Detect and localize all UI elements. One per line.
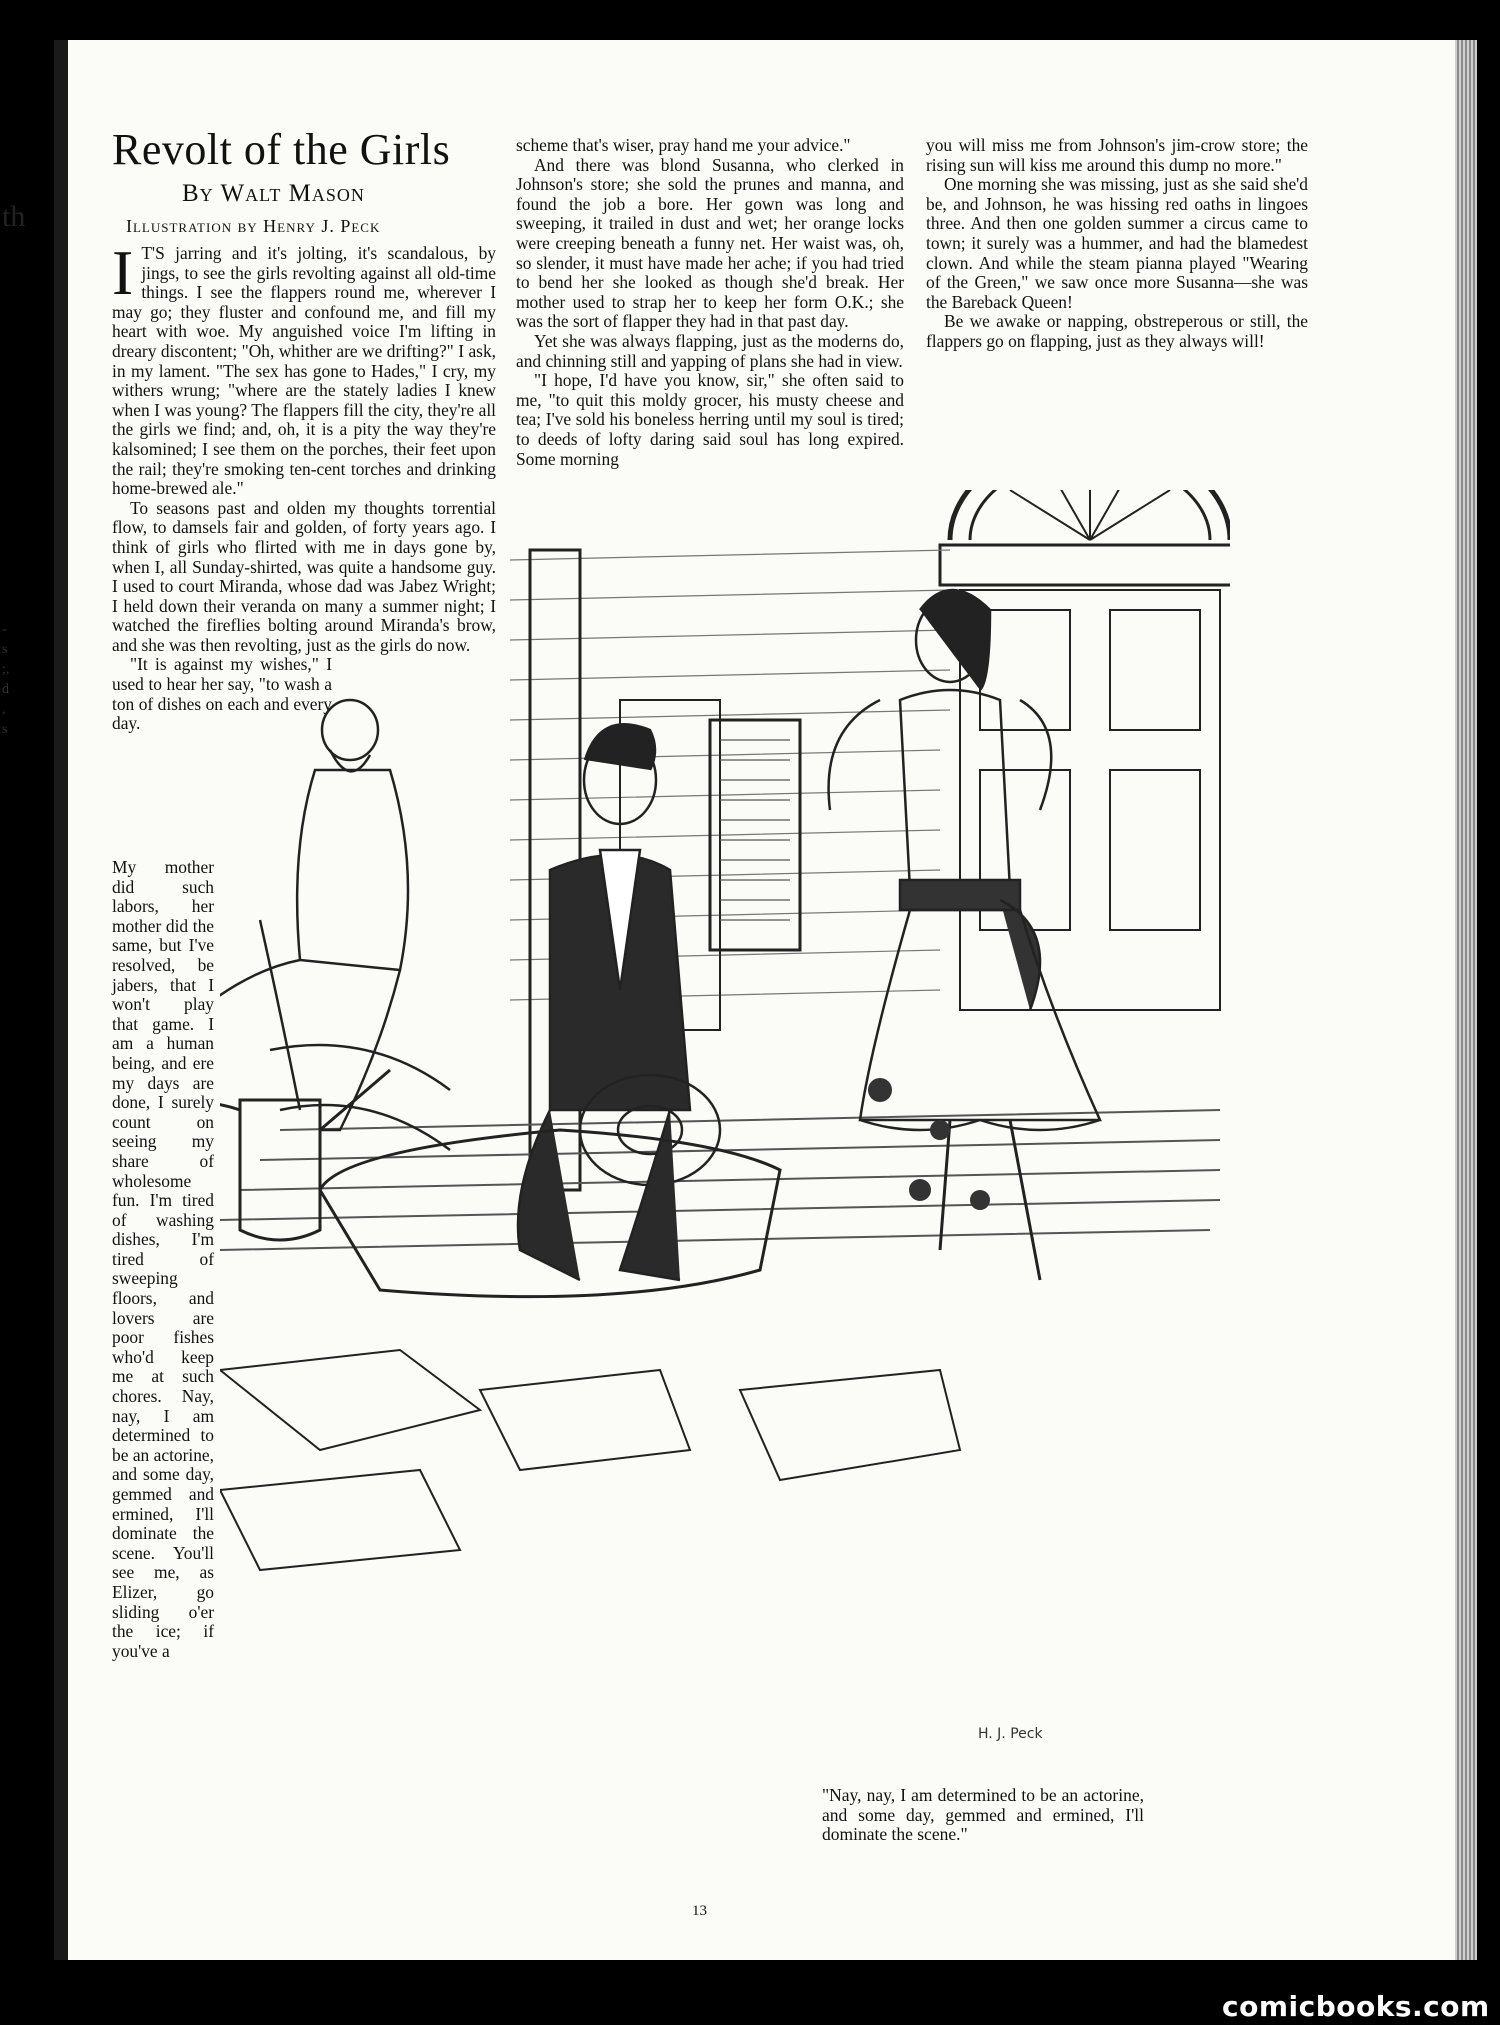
paragraph-3-start: "It is against my wishes," I used to hear her say, "to wash a ton of dishes on each and every day.: [112, 654, 332, 734]
old-man-figure: [220, 700, 450, 1150]
paragraph-circus: One morning she was missing, just as she said she'd be, and Johnson, he was hissing red oaths in lingoes three. And then one golden summer a circus came to town; it surely was a hummer, and had the blamedest clown. And while the steam pianna played "Wearing of the Green," we saw once more Susanna—she was the Bareback Queen!: [926, 174, 1308, 312]
article-byline: By Walt Mason: [182, 180, 365, 207]
text-column-2: [516, 136, 904, 469]
fanlight-doorway: [940, 490, 1230, 1010]
paragraph-susanna: And there was blond Susanna, who clerked in Johnson's store; she sold the prunes and manna, and found the job a bore. Her gown was long and sweeping, it trailed in dust and wet; her orange locks were creeping beneath a funny net. Her waist was, oh, so slender, it must have made her ache; if you had tried to bend her she looked as though she'd break. Her mother used to strap her to keep her form O.K.; she was the sort of flapper they had in that past day.: [516, 154, 904, 332]
illustration: [220, 490, 1230, 1780]
illustration-caption: "Nay, nay, I am determined to be an actorine, and some day, gemmed and ermined, I'll dominate the scene.": [822, 1785, 1144, 1844]
paragraph-flapping: Yet she was always flapping, just as the moderns do, and chinning still and yapping of plans she had in view.: [516, 330, 904, 371]
watering-can: [220, 1070, 390, 1240]
text-column-1-narrow: [112, 858, 214, 1661]
paragraph-continuation-3: you will miss me from Johnson's jim-crow store; the rising sun will kiss me around this dump no more.": [926, 135, 1308, 175]
page-edges: [1455, 40, 1477, 1960]
paragraph-grocer: "I hope, I'd have you know, sir," she often said to me, "to quit this moldy grocer, his musty cheese and tea; I've sold his boneless herring until my soul is tired; to deeds of lofty daring said soul has long expired. Some morning: [516, 370, 904, 469]
garden-flowers: [868, 1078, 990, 1210]
page-gutter: [54, 40, 68, 1960]
paragraph-continuation: scheme that's wiser, pray hand me your advice.": [516, 135, 851, 155]
paragraph-2: To seasons past and olden my thoughts torrential flow, to damsels fair and golden, of forty years ago. I think of girls who flirted with me in days gone by, when I, all Sunday-shirted, was quite a handsome guy. I used to court Miranda, whose dad was Jabez Wright; I held down their veranda on many a summer night; I watched the fireflies bolting around Miranda's brow, and she was then revolting, just as the girls do now.: [112, 497, 496, 655]
paragraph-ending: Be we awake or napping, obstreperous or still, the flappers go on flapping, just as they always will!: [926, 311, 1308, 351]
stone-step: [220, 1130, 960, 1570]
previous-page-fragment: th: [2, 200, 26, 233]
site-watermark: comicbooks.com: [1222, 1990, 1490, 2023]
illustration-credit: Illustration by Henry J. Peck: [126, 216, 381, 236]
text-column-3: [926, 136, 1308, 352]
drop-cap: I: [112, 237, 134, 308]
article-title: Revolt of the Girls: [112, 125, 451, 174]
page-number: 13: [692, 1903, 707, 1919]
paragraph-1: I T'S jarring and it's jolting, it's scandalous, by jings, to see the girls revolting against all old-time things. I see the flappers round me, wherever I may go; they fluster and confound me, and fill my heart with woe. My anguished voice I'm lifting in dreary discontent; "Oh, whither are we drifting?" I ask, in my lament. "The sex has gone to Hades," I cry, my withers wrung; "where are the stately ladies I knew when I was young? The flappers fill the city, they're all the girls we find; and, oh, it is a pity the way they're kalsomined; I see them on the porches, their feet upon the rail; they're smoking ten-cent torches and drinking home-brewed ale.": [112, 237, 496, 499]
artist-signature: H. J. Peck: [978, 1726, 1043, 1742]
previous-page-marks: - s ;, d , s: [2, 622, 10, 737]
paragraph-3-continued: My mother did such labors, her mother did the same, but I've resolved, be jabers, that I won't play that game. I am a human being, and ere my days are done, I surely count on seeing my share of wholesome fun. I'm tired of washing dishes, I'm tired of sweeping floors, and lovers are poor fishes who'd keep me at such chores. Nay, nay, I am determined to be an actorine, and some day, gemmed and ermined, I'll dominate the scene. You'll see me, as Elizer, go sliding o'er the ice; if you've a: [112, 857, 214, 1661]
